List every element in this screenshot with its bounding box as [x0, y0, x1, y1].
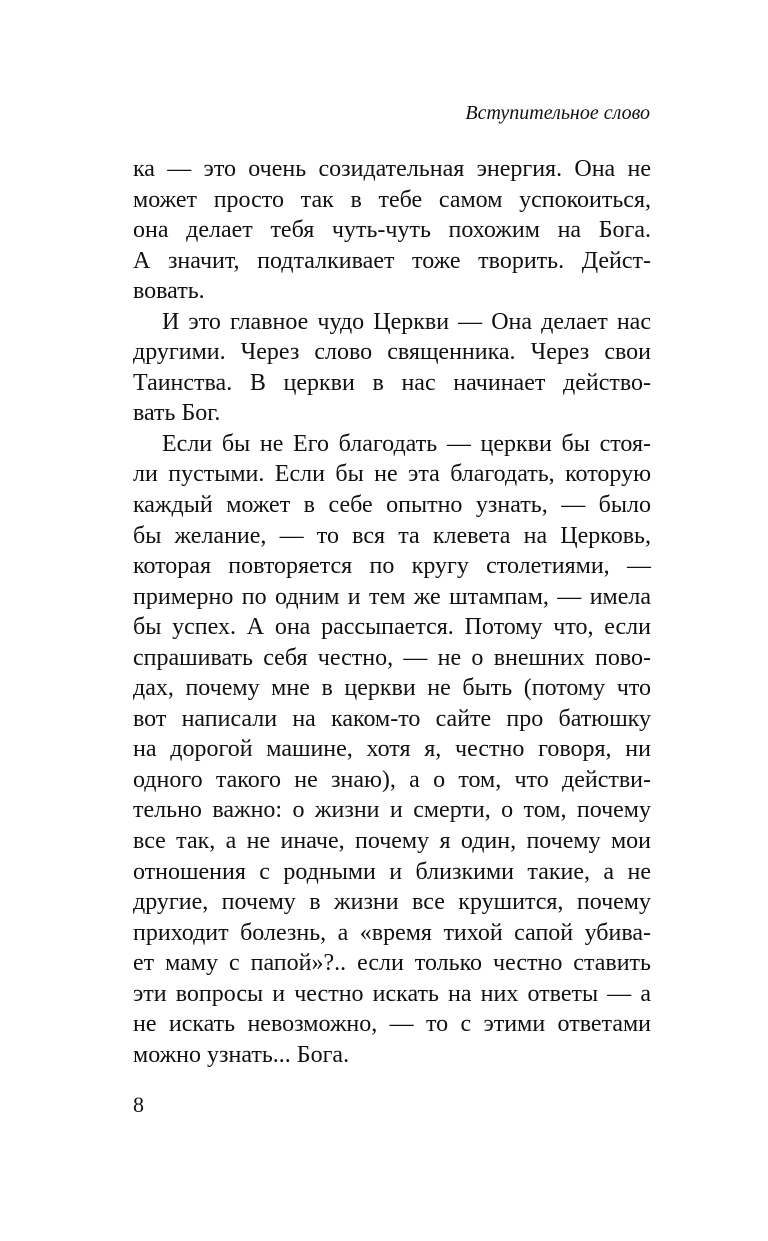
text-line: другими. Через слово священника. Через свои — [133, 339, 651, 366]
text-line: можно узнать... Бога. — [133, 1041, 350, 1068]
text-line: ка — это очень созидательная энергия. Она не — [133, 156, 651, 182]
text-line: каждый может в себе опытно узнать, — было — [133, 492, 651, 519]
text-line: тельно важно: о жизни и смерти, о том, почему — [133, 797, 651, 824]
text-line: вать Бог. — [133, 400, 221, 427]
text-line: на дорогой машине, хотя я, честно говоря, ни — [133, 736, 651, 763]
text-line: может просто так в тебе самом успокоиться, — [133, 186, 651, 213]
text-line: вовать. — [133, 278, 205, 305]
text-line: спрашивать себя честно, — не о внешних пово- — [133, 644, 651, 671]
text-line: бы успех. А она рассыпается. Потому что, если — [133, 614, 651, 641]
text-line: примерно по одним и тем же штампам, — имела — [133, 583, 651, 610]
text-line: эти вопросы и честно искать на них ответы — а — [133, 980, 651, 1007]
paragraph-start-line: Если бы не Его благодать — церкви бы стоя- — [162, 430, 651, 457]
text-line: бы желание, — то вся та клевета на Церковь, — [133, 522, 651, 549]
text-line: ет маму с папой»?.. если только честно ставить — [133, 950, 651, 977]
text-line: вот написали на каком-то сайте про батюшку — [133, 705, 651, 732]
body-text — [133, 154, 651, 1070]
text-line: которая повторяется по кругу столетиями, — — [133, 553, 651, 580]
running-head-title: Вступительное слово — [465, 102, 650, 124]
text-line: дах, почему мне в церкви не быть (потому что — [133, 675, 651, 702]
text-line: А значит, подталкивает тоже творить. Дейст- — [133, 247, 651, 274]
page-number: 8 — [133, 1092, 144, 1117]
text-line: приходит болезнь, а «время тихой сапой убива- — [133, 919, 651, 946]
text-line: отношения с родными и близкими такие, а не — [133, 858, 651, 885]
text-line: не искать невозможно, — то с этими ответами — [133, 1011, 651, 1038]
text-line: она делает тебя чуть-чуть похожим на Бога. — [133, 217, 651, 244]
text-line: все так, а не иначе, почему я один, почему мои — [133, 828, 651, 855]
text-line: Таинства. В церкви в нас начинает действо- — [133, 369, 651, 396]
text-line: другие, почему в жизни все крушится, почему — [133, 889, 651, 916]
text-line: одного такого не знаю), а о том, что действи- — [133, 766, 651, 793]
text-line: ли пустыми. Если бы не эта благодать, которую — [133, 461, 651, 488]
paragraph-start-line: И это главное чудо Церкви — Она делает нас — [162, 308, 651, 335]
